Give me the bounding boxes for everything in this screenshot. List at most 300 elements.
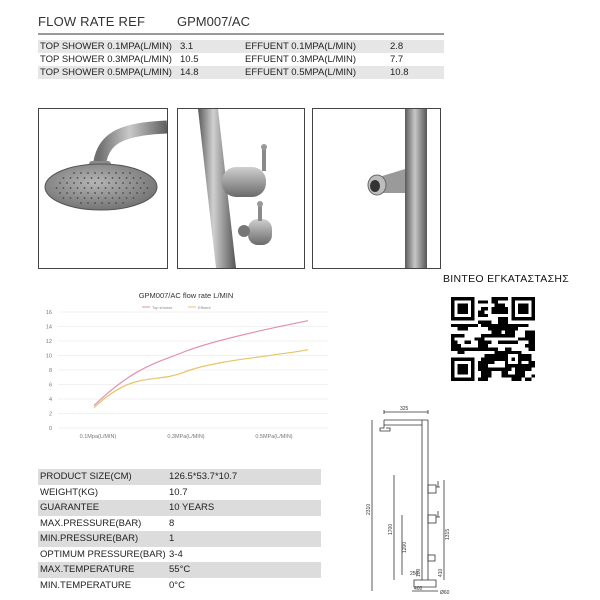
qr-module — [454, 334, 457, 337]
y-tick-label: 2 — [48, 411, 52, 418]
nozzle-dot — [101, 192, 103, 194]
legend-label: Top shower — [152, 305, 173, 310]
qr-module — [485, 371, 488, 374]
header-divider — [38, 33, 444, 35]
qr-module — [495, 357, 498, 360]
qr-module — [532, 347, 535, 350]
nozzle-dot — [101, 202, 103, 204]
qr-module — [488, 361, 491, 364]
qr-module — [501, 304, 504, 307]
nozzle-dot — [63, 187, 65, 189]
y-tick-label: 10 — [45, 353, 52, 360]
flow-rate-chart — [38, 286, 334, 446]
nozzle-dot — [133, 197, 135, 199]
spec-row — [38, 547, 321, 563]
spec-row — [38, 578, 321, 594]
y-tick-label: 4 — [48, 397, 52, 403]
qr-module — [481, 364, 484, 367]
y-tick-label: 0 — [48, 426, 52, 432]
nozzle-dot — [80, 182, 82, 184]
spec-label: PRODUCT SIZE(CM) — [40, 471, 132, 482]
qr-module — [495, 347, 498, 350]
qr-module — [525, 344, 528, 347]
nozzle-dot — [59, 182, 61, 184]
qr-module — [501, 371, 504, 374]
flow-label-2: EFFUENT 0.5MPA(L/MIN) — [245, 67, 357, 78]
dim-right: 1315 — [445, 528, 451, 540]
qr-module — [488, 347, 491, 350]
nozzle-dot — [115, 172, 117, 174]
qr-module — [488, 374, 491, 377]
qr-module — [511, 341, 514, 344]
spec-label: OPTIMUM PRESSURE(BAR) — [40, 548, 166, 560]
qr-module — [458, 327, 461, 330]
qr-module — [505, 317, 508, 320]
qr-module — [498, 297, 501, 300]
nozzle-dot — [129, 182, 131, 184]
qr-module — [505, 368, 508, 371]
spec-value: 10 YEARS — [169, 502, 215, 513]
x-tick-label: 0.3MPa(L/MIN) — [167, 434, 205, 440]
qr-module — [525, 368, 528, 371]
qr-module — [511, 327, 514, 330]
nozzle-dot — [143, 192, 145, 194]
qr-module — [515, 327, 518, 330]
nozzle-dot — [70, 197, 72, 199]
qr-module — [498, 310, 501, 313]
qr-code[interactable] — [451, 297, 535, 381]
qr-module — [505, 334, 508, 337]
spec-label: MIN.PRESSURE(BAR) — [40, 533, 139, 544]
qr-module — [501, 307, 504, 310]
qr-module — [525, 331, 528, 334]
nozzle-dot — [122, 202, 124, 204]
qr-module — [498, 351, 501, 354]
qr-module — [508, 374, 511, 377]
nozzle-dot — [119, 197, 121, 199]
qr-module — [475, 337, 478, 340]
flow-rate-title: FLOW RATE REF — [38, 14, 146, 29]
qr-module — [461, 327, 464, 330]
flow-rate-table — [38, 40, 444, 79]
qr-module — [515, 374, 518, 377]
qr-module — [501, 327, 504, 330]
qr-module — [508, 347, 511, 350]
spec-value: 3-4 — [169, 548, 183, 560]
qr-module — [532, 331, 535, 334]
flow-label: TOP SHOWER 0.5MPA(L/MIN) — [40, 67, 172, 78]
dim-top: 325 — [400, 406, 409, 412]
qr-module — [528, 364, 531, 367]
spec-value: 1 — [169, 533, 175, 544]
nozzle-dot — [87, 202, 89, 204]
qr-module — [495, 297, 498, 300]
nozzle-dot — [119, 177, 121, 179]
qr-module — [451, 344, 454, 347]
qr-module — [451, 341, 454, 344]
qr-module — [518, 324, 521, 327]
qr-module — [491, 327, 494, 330]
qr-module — [532, 361, 535, 364]
chart-title: GPM007/AC flow rate L/MIN — [138, 291, 234, 300]
qr-module — [515, 341, 518, 344]
nozzle-dot — [80, 172, 82, 174]
qr-module — [501, 368, 504, 371]
qr-module — [511, 331, 514, 334]
qr-module — [532, 374, 535, 377]
qr-module — [505, 374, 508, 377]
qr-module — [464, 341, 467, 344]
nozzle-dot — [80, 202, 82, 204]
spout-photo — [312, 108, 441, 269]
qr-module — [532, 334, 535, 337]
nozzle-dot — [136, 192, 138, 194]
nozzle-dot — [91, 187, 93, 189]
dim-base4: 400 — [414, 586, 423, 592]
dim-mid: 1700 — [388, 523, 394, 535]
qr-module — [464, 324, 467, 327]
qr-module — [478, 310, 481, 313]
qr-module — [478, 300, 481, 303]
qr-module — [485, 361, 488, 364]
spec-row — [38, 562, 321, 578]
nozzle-dot — [143, 182, 145, 184]
spec-row — [38, 500, 321, 516]
qr-module — [495, 307, 498, 310]
qr-module — [488, 324, 491, 327]
qr-module — [525, 337, 528, 340]
qr-module — [522, 371, 525, 374]
nozzle-dot — [129, 172, 131, 174]
qr-module — [522, 337, 525, 340]
nozzle-dot — [91, 197, 93, 199]
qr-module — [491, 368, 494, 371]
flow-row — [38, 53, 444, 66]
flow-value: 3.1 — [180, 41, 194, 52]
qr-module — [508, 324, 511, 327]
qr-module — [481, 374, 484, 377]
nozzle-dot — [94, 182, 96, 184]
qr-module — [501, 317, 504, 320]
qr-module — [498, 341, 501, 344]
qr-module — [478, 341, 481, 344]
nozzle-dot — [63, 177, 65, 179]
flow-row — [38, 66, 444, 79]
flow-label-2: EFFUENT 0.3MPA(L/MIN) — [245, 54, 357, 65]
qr-module — [478, 368, 481, 371]
y-tick-label: 12 — [45, 339, 52, 345]
qr-module — [461, 347, 464, 350]
qr-module — [501, 310, 504, 313]
qr-module — [491, 297, 494, 300]
qr-module — [498, 321, 501, 324]
qr-module — [478, 361, 481, 364]
qr-module — [522, 374, 525, 377]
qr-module — [485, 364, 488, 367]
qr-module — [505, 321, 508, 324]
nozzle-dot — [73, 192, 75, 194]
qr-module — [481, 347, 484, 350]
nozzle-dot — [129, 192, 131, 194]
qr-module — [522, 354, 525, 357]
nozzle-dot — [101, 182, 103, 184]
x-tick-label: 0.1Mpa(L/MIN) — [79, 434, 117, 440]
legend-label: Effuent — [198, 305, 211, 310]
qr-module — [508, 368, 511, 371]
qr-module — [498, 324, 501, 327]
qr-module — [458, 347, 461, 350]
qr-module — [495, 327, 498, 330]
qr-module — [505, 327, 508, 330]
qr-module — [481, 307, 484, 310]
qr-module — [505, 347, 508, 350]
spec-label: MIN.TEMPERATURE — [40, 579, 132, 591]
spec-value: 55°C — [169, 564, 191, 575]
qr-module — [468, 341, 471, 344]
nozzle-dot — [122, 172, 124, 174]
qr-module — [522, 368, 525, 371]
nozzle-dot — [105, 187, 107, 189]
y-tick-label: 8 — [48, 368, 52, 374]
dim-arm: 1200 — [402, 541, 408, 553]
nozzle-dot — [122, 192, 124, 194]
nozzle-dot — [70, 177, 72, 179]
nozzle-dot — [115, 192, 117, 194]
qr-module — [491, 300, 494, 303]
qr-module — [498, 327, 501, 330]
qr-module — [501, 324, 504, 327]
qr-module — [505, 331, 508, 334]
nozzle-dot — [87, 172, 89, 174]
qr-module — [511, 324, 514, 327]
qr-module — [528, 368, 531, 371]
nozzle-dot — [140, 187, 142, 189]
nozzle-dot — [94, 172, 96, 174]
flow-value: 10.5 — [180, 54, 199, 65]
qr-module — [525, 324, 528, 327]
qr-module — [481, 341, 484, 344]
qr-module — [461, 351, 464, 354]
qr-module — [478, 378, 481, 381]
qr-module — [491, 357, 494, 360]
dim-diameter: Ø60 — [440, 590, 450, 595]
nozzle-dot — [119, 187, 121, 189]
qr-module — [528, 331, 531, 334]
nozzle-dot — [115, 202, 117, 204]
flow-value-2: 2.8 — [390, 41, 404, 52]
qr-module — [464, 347, 467, 350]
qr-module — [515, 378, 518, 381]
nozzle-dot — [91, 177, 93, 179]
qr-module — [528, 361, 531, 364]
qr-module — [458, 334, 461, 337]
flow-value: 14.8 — [180, 67, 199, 78]
spec-value: 10.7 — [169, 486, 188, 498]
nozzle-dot — [84, 197, 86, 199]
qr-module — [522, 324, 525, 327]
qr-module — [501, 334, 504, 337]
qr-module — [501, 351, 504, 354]
nozzle-dot — [77, 177, 79, 179]
flow-label: TOP SHOWER 0.3MPA(L/MIN) — [40, 54, 172, 65]
spec-label: WEIGHT(KG) — [40, 486, 99, 498]
dim-base1: 250 — [410, 571, 419, 577]
nozzle-dot — [80, 192, 82, 194]
x-tick-label: 0.5MPa(L/MIN) — [255, 434, 293, 440]
y-tick-label: 14 — [45, 324, 52, 331]
qr-module — [511, 334, 514, 337]
qr-module — [471, 347, 474, 350]
qr-module — [515, 371, 518, 374]
nozzle-dot — [87, 182, 89, 184]
qr-module — [518, 304, 528, 314]
qr-module — [501, 357, 504, 360]
qr-module — [481, 324, 484, 327]
qr-module — [515, 324, 518, 327]
flow-label-2: EFFUENT 0.1MPA(L/MIN) — [245, 41, 357, 52]
qr-module — [491, 331, 494, 334]
qr-module — [478, 321, 481, 324]
qr-module — [471, 324, 474, 327]
qr-module — [485, 314, 488, 317]
qr-module — [495, 368, 498, 371]
qr-module — [501, 297, 504, 300]
qr-module — [488, 341, 491, 344]
qr-module — [532, 364, 535, 367]
qr-module — [481, 357, 484, 360]
nozzle-dot — [94, 192, 96, 194]
nozzle-dot — [105, 197, 107, 199]
qr-module — [528, 357, 531, 360]
qr-module — [451, 334, 454, 337]
qr-module — [481, 378, 484, 381]
spec-row — [38, 485, 321, 501]
nozzle-dot — [101, 172, 103, 174]
nozzle-dot — [147, 187, 149, 189]
qr-module — [495, 310, 498, 313]
nozzle-dot — [73, 182, 75, 184]
nozzle-dot — [98, 187, 100, 189]
qr-module — [488, 327, 491, 330]
qr-module — [481, 368, 484, 371]
nozzle-dot — [126, 197, 128, 199]
nozzle-dot — [112, 197, 114, 199]
shower-head-photo — [38, 108, 168, 269]
qr-module — [468, 324, 471, 327]
qr-module — [511, 374, 514, 377]
qr-module — [508, 327, 511, 330]
qr-module — [478, 344, 481, 347]
flow-label: TOP SHOWER 0.1MPA(L/MIN) — [40, 41, 172, 52]
dim-base3: 410 — [438, 568, 444, 577]
nozzle-dot — [133, 187, 135, 189]
nozzle-dot — [133, 177, 135, 179]
spec-row — [38, 516, 321, 532]
qr-module — [518, 371, 521, 374]
spec-label: MAX.TEMPERATURE — [40, 564, 135, 575]
qr-module — [532, 337, 535, 340]
qr-module — [458, 324, 461, 327]
qr-module — [498, 334, 501, 337]
qr-module — [488, 334, 491, 337]
nozzle-dot — [122, 182, 124, 184]
qr-module — [498, 307, 501, 310]
qr-module — [532, 341, 535, 344]
qr-module — [481, 337, 484, 340]
qr-module — [478, 347, 481, 350]
nozzle-dot — [87, 192, 89, 194]
qr-module — [488, 354, 491, 357]
qr-module — [518, 378, 521, 381]
qr-module — [525, 334, 528, 337]
nozzle-dot — [136, 182, 138, 184]
qr-module — [485, 368, 488, 371]
qr-module — [491, 361, 494, 364]
installation-video-label: ΒΙΝΤΕΟ ΕΓΚΑΤΑΣΤΑΣΗΣ — [443, 273, 570, 285]
qr-module — [498, 368, 501, 371]
spec-value: 8 — [169, 517, 175, 529]
nozzle-dot — [126, 187, 128, 189]
qr-module — [505, 371, 508, 374]
qr-module — [495, 331, 498, 334]
qr-module — [488, 321, 491, 324]
nozzle-dot — [77, 187, 79, 189]
qr-module — [518, 337, 521, 340]
qr-module — [461, 334, 464, 337]
flow-row — [38, 40, 444, 53]
qr-module — [481, 321, 484, 324]
qr-module — [454, 341, 457, 344]
qr-module — [491, 307, 494, 310]
qr-module — [468, 347, 471, 350]
qr-module — [505, 307, 508, 310]
qr-module — [461, 324, 464, 327]
nozzle-dot — [108, 202, 110, 204]
nozzle-dot — [66, 182, 68, 184]
qr-module — [495, 354, 498, 357]
qr-module — [481, 361, 484, 364]
qr-module — [481, 300, 484, 303]
technical-drawing — [362, 405, 467, 595]
qr-module — [458, 304, 468, 314]
qr-module — [525, 378, 528, 381]
qr-module — [485, 300, 488, 303]
qr-module — [454, 347, 457, 350]
qr-module — [515, 368, 518, 371]
nozzle-dot — [59, 192, 61, 194]
qr-module — [511, 378, 514, 381]
qr-module — [501, 354, 504, 357]
qr-module — [528, 378, 531, 381]
qr-module — [511, 357, 514, 360]
qr-module — [525, 364, 528, 367]
qr-module — [454, 344, 457, 347]
spec-row — [38, 469, 321, 485]
nozzle-dot — [56, 187, 58, 189]
qr-module — [488, 371, 491, 374]
qr-module — [485, 378, 488, 381]
qr-module — [451, 324, 454, 327]
qr-module — [501, 341, 504, 344]
qr-module — [498, 331, 501, 334]
nozzle-dot — [108, 192, 110, 194]
specifications-table — [38, 469, 321, 593]
nozzle-dot — [108, 172, 110, 174]
qr-module — [475, 324, 478, 327]
qr-module — [501, 321, 504, 324]
qr-module — [491, 324, 494, 327]
nozzle-dot — [98, 177, 100, 179]
